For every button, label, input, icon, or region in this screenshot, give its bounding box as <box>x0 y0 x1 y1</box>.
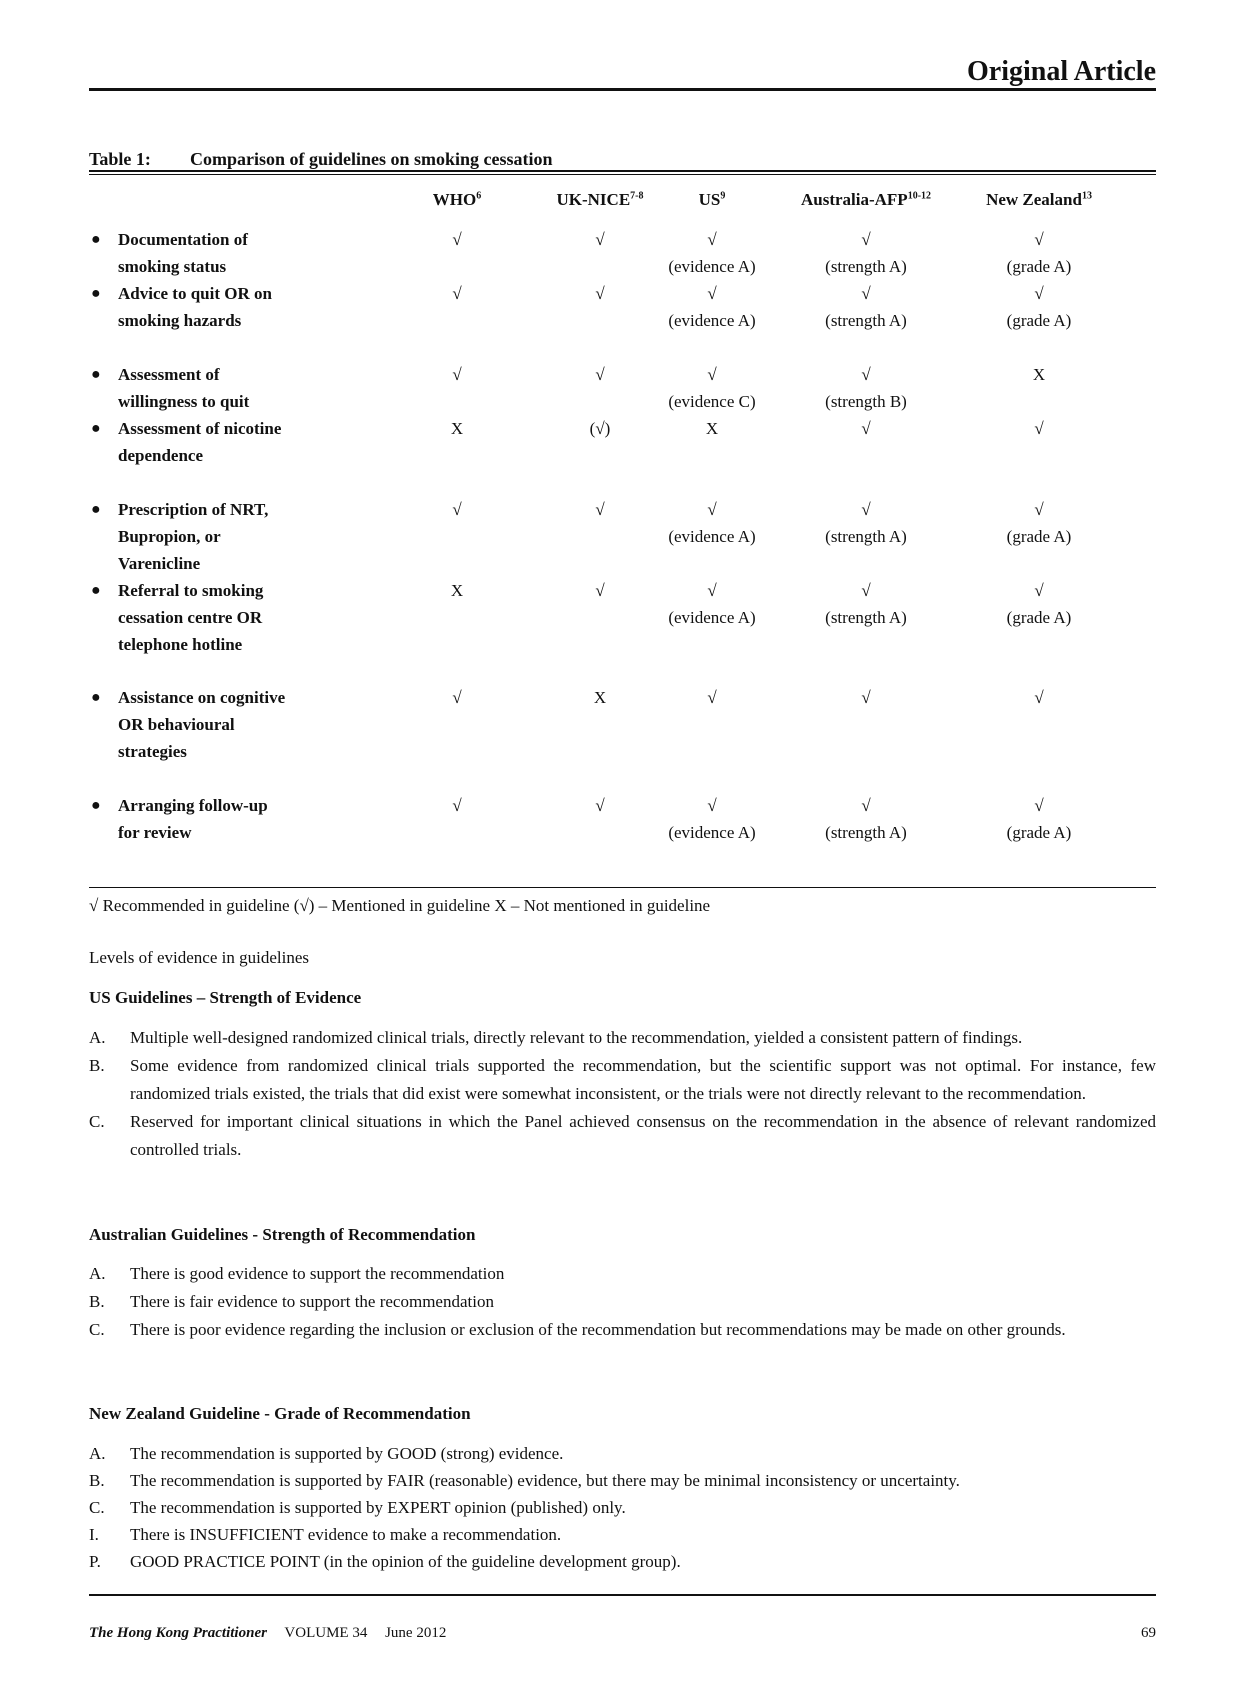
evidence-text: The recommendation is supported by FAIR (reasonable) evidence, but there may be minimal inconsistency or uncertainty. <box>130 1471 960 1490</box>
cell-mark: √ <box>861 230 871 249</box>
cell-mark: √ <box>452 688 462 707</box>
cell-mark: √ <box>595 581 605 600</box>
table-cell <box>377 280 537 307</box>
cell-mark: √ <box>1034 284 1044 303</box>
header-rule <box>89 88 1156 91</box>
cell-mark: √ <box>861 688 871 707</box>
table-caption <box>89 149 553 170</box>
table-cell <box>786 415 946 442</box>
cell-mark: (√) <box>589 419 611 438</box>
column-header <box>622 190 802 210</box>
table-cell <box>632 415 792 442</box>
cell-mark: √ <box>595 365 605 384</box>
table-caption-number: Table 1: <box>89 149 151 169</box>
cell-evidence-level: (evidence A) <box>668 257 756 276</box>
cell-mark: √ <box>1034 688 1044 707</box>
table-cell <box>377 496 537 523</box>
evidence-text: The recommendation is supported by GOOD (strong) evidence. <box>130 1444 564 1463</box>
section-heading: New Zealand Guideline - Grade of Recommendation <box>89 1404 471 1423</box>
cell-evidence-level: (strength A) <box>825 257 907 276</box>
cell-mark: √ <box>1034 500 1044 519</box>
cell-evidence-level: (grade A) <box>1006 257 1072 276</box>
cell-mark: √ <box>452 284 462 303</box>
row-label: Prescription of NRT, Bupropion, or Varenicline <box>118 500 269 573</box>
table-cell <box>632 226 792 280</box>
table-cell <box>959 684 1119 711</box>
evidence-letter: B. <box>89 1056 105 1075</box>
evidence-item <box>89 1494 1156 1521</box>
table-cell <box>377 684 537 711</box>
cell-mark: √ <box>1034 581 1044 600</box>
column-header-ref: 6 <box>476 190 482 202</box>
cell-evidence-level: (evidence A) <box>668 311 756 330</box>
cell-mark: √ <box>707 581 717 600</box>
cell-mark: √ <box>1034 419 1044 438</box>
evidence-letter: A. <box>89 1028 106 1047</box>
section-heading: US Guidelines – Strength of Evidence <box>89 988 362 1007</box>
table-cell <box>786 226 946 280</box>
cell-evidence-level: (evidence A) <box>668 608 756 627</box>
table-cell <box>786 361 946 415</box>
cell-mark: √ <box>1034 796 1044 815</box>
evidence-letter: C. <box>89 1112 105 1131</box>
evidence-text: Multiple well-designed randomized clinical trials, directly relevant to the recommendation, yielded a consistent pattern of findings. <box>130 1028 1023 1047</box>
evidence-list <box>89 1260 1156 1344</box>
table-bottom-rule <box>89 887 1156 888</box>
table-cell <box>377 226 537 253</box>
column-header <box>949 190 1129 210</box>
table-cell <box>632 496 792 550</box>
cell-evidence-level: (grade A) <box>1006 823 1072 842</box>
cell-mark: √ <box>707 365 717 384</box>
row-label: Assessment of nicotine dependence <box>118 419 282 465</box>
table-cell <box>959 496 1119 550</box>
column-header-label: New Zealand <box>986 190 1082 209</box>
bullet-icon: ● <box>91 689 101 706</box>
cell-mark: √ <box>861 365 871 384</box>
cell-mark: √ <box>861 500 871 519</box>
bullet-icon: ● <box>91 420 101 437</box>
table-cell <box>959 280 1119 334</box>
cell-mark: √ <box>595 500 605 519</box>
table-cell <box>959 415 1119 442</box>
column-header-ref: 7-8 <box>630 190 644 202</box>
section-heading: Australian Guidelines - Strength of Recommendation <box>89 1225 476 1244</box>
evidence-text: Some evidence from randomized clinical trials supported the recommendation, but the scientific support was not optimal. For instance, few randomized trials existed, the trials that did exist were somewhat inconsistent, or the trials were not directly relevant to the recommendation. <box>130 1056 1156 1103</box>
column-header-label: UK-NICE <box>556 190 631 209</box>
table-cell <box>786 280 946 334</box>
article-type-header: Original Article <box>967 56 1156 87</box>
cell-mark: √ <box>595 796 605 815</box>
cell-evidence-level: (strength B) <box>825 392 907 411</box>
cell-mark: √ <box>595 230 605 249</box>
table-cell <box>959 226 1119 280</box>
cell-evidence-level: (grade A) <box>1006 527 1072 546</box>
cell-evidence-level: (strength A) <box>825 608 907 627</box>
table-cell <box>632 577 792 631</box>
evidence-letter: P. <box>89 1552 101 1571</box>
evidence-item <box>89 1288 1156 1316</box>
cell-mark: X <box>593 688 607 707</box>
column-header-label: Australia-AFP <box>800 190 908 209</box>
table-cell <box>632 684 792 711</box>
journal-page <box>89 0 1156 1683</box>
cell-mark: √ <box>707 688 717 707</box>
evidence-list <box>89 1440 1156 1575</box>
evidence-text: GOOD PRACTICE POINT (in the opinion of the guideline development group). <box>130 1552 681 1571</box>
cell-evidence-level: (evidence A) <box>668 527 756 546</box>
cell-mark: X <box>1032 365 1046 384</box>
row-label: Assessment of willingness to quit <box>118 365 250 411</box>
footer-rule <box>89 1594 1156 1596</box>
levels-heading: Levels of evidence in guidelines <box>89 948 309 967</box>
evidence-text: There is good evidence to support the recommendation <box>130 1264 505 1283</box>
cell-mark: √ <box>452 796 462 815</box>
bullet-icon: ● <box>91 582 101 599</box>
journal-date: June 2012 <box>385 1625 447 1641</box>
table-cell <box>632 792 792 846</box>
cell-evidence-level: (grade A) <box>1006 608 1072 627</box>
row-label: Referral to smoking cessation centre OR telephone hotline <box>118 581 264 654</box>
evidence-item <box>89 1521 1156 1548</box>
table-top-rule <box>89 170 1156 172</box>
cell-mark: √ <box>1034 230 1044 249</box>
evidence-text: The recommendation is supported by EXPERT opinion (published) only. <box>130 1498 626 1517</box>
cell-mark: X <box>705 419 719 438</box>
evidence-item <box>89 1260 1156 1288</box>
table-cell <box>377 415 537 442</box>
bullet-icon: ● <box>91 501 101 518</box>
cell-mark: √ <box>861 419 871 438</box>
evidence-text: Reserved for important clinical situations in which the Panel achieved consensus on the recommendation in the absence of relevant randomized controlled trials. <box>130 1112 1156 1159</box>
column-header-ref: 9 <box>720 190 726 202</box>
cell-mark: √ <box>861 581 871 600</box>
cell-mark: X <box>450 581 464 600</box>
cell-mark: X <box>450 419 464 438</box>
evidence-item <box>89 1440 1156 1467</box>
bullet-icon: ● <box>91 366 101 383</box>
evidence-item <box>89 1316 1156 1344</box>
cell-evidence-level: (grade A) <box>1006 311 1072 330</box>
cell-mark: √ <box>595 284 605 303</box>
cell-evidence-level: (evidence A) <box>668 823 756 842</box>
page-footer <box>89 1625 1156 1642</box>
cell-mark: √ <box>452 230 462 249</box>
evidence-item <box>89 1108 1156 1164</box>
evidence-item <box>89 1052 1156 1108</box>
table-cell <box>377 792 537 819</box>
table-caption-title: Comparison of guidelines on smoking cessation <box>190 149 553 169</box>
evidence-list <box>89 1024 1156 1164</box>
bullet-icon: ● <box>91 285 101 302</box>
evidence-letter: B. <box>89 1471 105 1490</box>
cell-mark: √ <box>707 796 717 815</box>
row-label: Assistance on cognitive OR behavioural strategies <box>118 688 286 761</box>
table-cell <box>786 792 946 846</box>
cell-evidence-level: (strength A) <box>825 823 907 842</box>
table-cell <box>786 577 946 631</box>
row-label: Documentation of smoking status <box>118 230 248 276</box>
evidence-item <box>89 1024 1156 1052</box>
evidence-item <box>89 1467 1156 1494</box>
table-legend: √ Recommended in guideline (√) – Mentioned in guideline X – Not mentioned in guideline <box>89 896 711 915</box>
table-cell <box>632 361 792 415</box>
bullet-icon: ● <box>91 231 101 248</box>
cell-mark: √ <box>707 230 717 249</box>
column-header-label: WHO <box>432 190 477 209</box>
evidence-letter: C. <box>89 1498 105 1517</box>
journal-volume: VOLUME 34 <box>284 1625 368 1641</box>
row-label: Arranging follow-up for review <box>118 796 268 842</box>
cell-mark: √ <box>707 500 717 519</box>
evidence-letter: I. <box>89 1525 99 1544</box>
evidence-text: There is poor evidence regarding the inclusion or exclusion of the recommendation but recommendations may be made on other grounds. <box>130 1320 1066 1339</box>
cell-mark: √ <box>452 365 462 384</box>
table-cell <box>959 792 1119 846</box>
cell-evidence-level: (strength A) <box>825 311 907 330</box>
column-header-ref: 13 <box>1081 190 1092 202</box>
evidence-text: There is INSUFFICIENT evidence to make a recommendation. <box>130 1525 562 1544</box>
page-number: 69 <box>1141 1625 1156 1641</box>
column-header-label: US <box>698 190 721 209</box>
column-header-ref: 10-12 <box>907 190 932 202</box>
evidence-letter: C. <box>89 1320 105 1339</box>
table-cell <box>786 496 946 550</box>
row-label: Advice to quit OR on smoking hazards <box>118 284 272 330</box>
cell-evidence-level: (evidence C) <box>668 392 756 411</box>
table-top-rule-thin <box>89 174 1156 175</box>
cell-mark: √ <box>861 284 871 303</box>
bullet-icon: ● <box>91 797 101 814</box>
table-cell <box>786 684 946 711</box>
table-cell <box>377 577 537 604</box>
column-header <box>776 190 956 210</box>
table-cell <box>959 361 1119 388</box>
table-cell <box>959 577 1119 631</box>
evidence-item <box>89 1548 1156 1575</box>
table-cell <box>377 361 537 388</box>
cell-evidence-level: (strength A) <box>825 527 907 546</box>
evidence-letter: B. <box>89 1292 105 1311</box>
evidence-letter: A. <box>89 1264 106 1283</box>
cell-mark: √ <box>452 500 462 519</box>
journal-name: The Hong Kong Practitioner <box>89 1625 267 1641</box>
evidence-letter: A. <box>89 1444 106 1463</box>
evidence-text: There is fair evidence to support the recommendation <box>130 1292 494 1311</box>
cell-mark: √ <box>861 796 871 815</box>
cell-mark: √ <box>707 284 717 303</box>
table-cell <box>632 280 792 334</box>
